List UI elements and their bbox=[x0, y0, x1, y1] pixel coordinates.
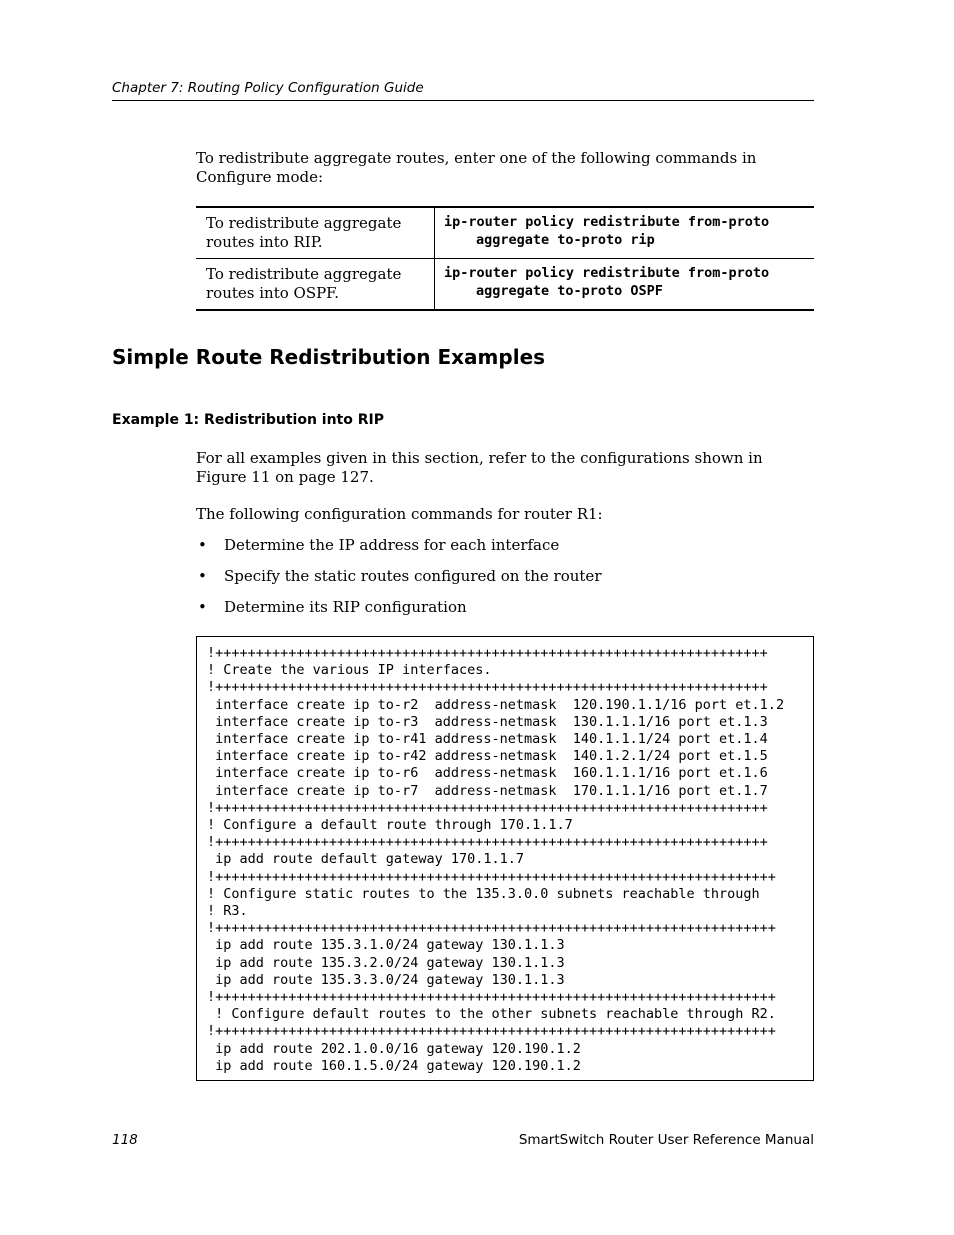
code-line: !+++++++++++++++++++++++++++++++++++++++++++++++++++++++++++++++++++++ bbox=[207, 989, 776, 1006]
code-line: ip add route 135.3.1.0/24 gateway 130.1.1.3 bbox=[207, 937, 565, 954]
command-cell bbox=[435, 207, 815, 259]
code-line: !++++++++++++++++++++++++++++++++++++++++++++++++++++++++++++++++++++ bbox=[207, 679, 768, 696]
code-line: !++++++++++++++++++++++++++++++++++++++++++++++++++++++++++++++++++++ bbox=[207, 645, 768, 661]
code-line: interface create ip to-r3 address-netmask 130.1.1.1/16 port et.1.3 bbox=[207, 713, 768, 730]
code-line: ip add route 135.3.2.0/24 gateway 130.1.1.3 bbox=[207, 954, 565, 971]
page-number: 118 bbox=[112, 1132, 138, 1148]
code-line: ! Create the various IP interfaces. bbox=[207, 662, 492, 679]
list-item-text: Specify the static routes configured on the router bbox=[224, 567, 602, 585]
running-header bbox=[112, 78, 814, 101]
bullet-marker: • bbox=[198, 598, 207, 616]
list-item bbox=[196, 536, 601, 567]
code-line: interface create ip to-r2 address-netmask 120.190.1.1/16 port et.1.2 bbox=[207, 696, 785, 713]
command-description: To redistribute aggregate routes into RIP. bbox=[196, 207, 435, 259]
command-description: To redistribute aggregate routes into OSPF. bbox=[196, 259, 435, 311]
code-line: interface create ip to-r7 address-netmask 170.1.1.1/16 port et.1.7 bbox=[207, 782, 768, 799]
code-line: !+++++++++++++++++++++++++++++++++++++++++++++++++++++++++++++++++++++ bbox=[207, 920, 776, 937]
table-row bbox=[196, 259, 814, 311]
code-line: ! Configure a default route through 170.1.1.7 bbox=[207, 817, 573, 834]
list-item-text: Determine the IP address for each interface bbox=[224, 536, 560, 554]
code-line: !+++++++++++++++++++++++++++++++++++++++++++++++++++++++++++++++++++++ bbox=[207, 1023, 776, 1040]
list-item bbox=[196, 598, 601, 629]
command-line-continuation: aggregate to-proto OSPF bbox=[476, 283, 663, 299]
code-line: ! Configure static routes to the 135.3.0.0 subnets reachable through bbox=[207, 885, 760, 902]
figure-reference-paragraph: For all examples given in this section, refer to the configurations shown in Figure 11 on page 127. bbox=[196, 449, 763, 486]
code-line: ! Configure default routes to the other subnets reachable through R2. bbox=[207, 1006, 776, 1023]
code-line: ! R3. bbox=[207, 903, 248, 920]
command-line-continuation: aggregate to-proto rip bbox=[476, 232, 655, 248]
manual-title: SmartSwitch Router User Reference Manual bbox=[518, 1132, 814, 1148]
example-heading: Example 1: Redistribution into RIP bbox=[112, 412, 384, 428]
running-title: Chapter 7: Routing Policy Configuration Guide bbox=[112, 80, 424, 96]
list-item-text: Determine its RIP configuration bbox=[224, 598, 467, 616]
code-listing bbox=[207, 645, 784, 1075]
command-line: ip-router policy redistribute from-proto bbox=[444, 214, 770, 230]
command-table bbox=[196, 206, 814, 311]
code-listing-box bbox=[196, 636, 814, 1081]
bullet-marker: • bbox=[198, 536, 207, 554]
code-line: !++++++++++++++++++++++++++++++++++++++++++++++++++++++++++++++++++++ bbox=[207, 834, 768, 851]
code-line: ip add route 202.1.0.0/16 gateway 120.190.1.2 bbox=[207, 1040, 581, 1057]
command-line: ip-router policy redistribute from-proto bbox=[444, 265, 770, 281]
code-line: !++++++++++++++++++++++++++++++++++++++++++++++++++++++++++++++++++++ bbox=[207, 799, 768, 816]
code-line: interface create ip to-r41 address-netmask 140.1.1.1/24 port et.1.4 bbox=[207, 731, 768, 748]
bullet-marker: • bbox=[198, 567, 207, 585]
code-line: ip add route 160.1.5.0/24 gateway 120.190.1.2 bbox=[207, 1057, 581, 1074]
list-item bbox=[196, 567, 601, 598]
code-line: interface create ip to-r6 address-netmask 160.1.1.1/16 port et.1.6 bbox=[207, 765, 768, 782]
section-heading: Simple Route Redistribution Examples bbox=[112, 345, 546, 369]
code-line: interface create ip to-r42 address-netmask 140.1.2.1/24 port et.1.5 bbox=[207, 748, 768, 765]
bullet-list bbox=[196, 536, 601, 629]
code-line: ip add route 135.3.3.0/24 gateway 130.1.1.3 bbox=[207, 971, 565, 988]
code-line: !+++++++++++++++++++++++++++++++++++++++++++++++++++++++++++++++++++++ bbox=[207, 868, 776, 885]
code-line: ip add route default gateway 170.1.1.7 bbox=[207, 851, 524, 868]
intro-paragraph: To redistribute aggregate routes, enter one of the following commands in Configure mode: bbox=[196, 149, 757, 186]
table-row bbox=[196, 207, 814, 259]
command-cell bbox=[435, 259, 815, 311]
router-commands-paragraph: The following configuration commands for router R1: bbox=[196, 505, 603, 523]
